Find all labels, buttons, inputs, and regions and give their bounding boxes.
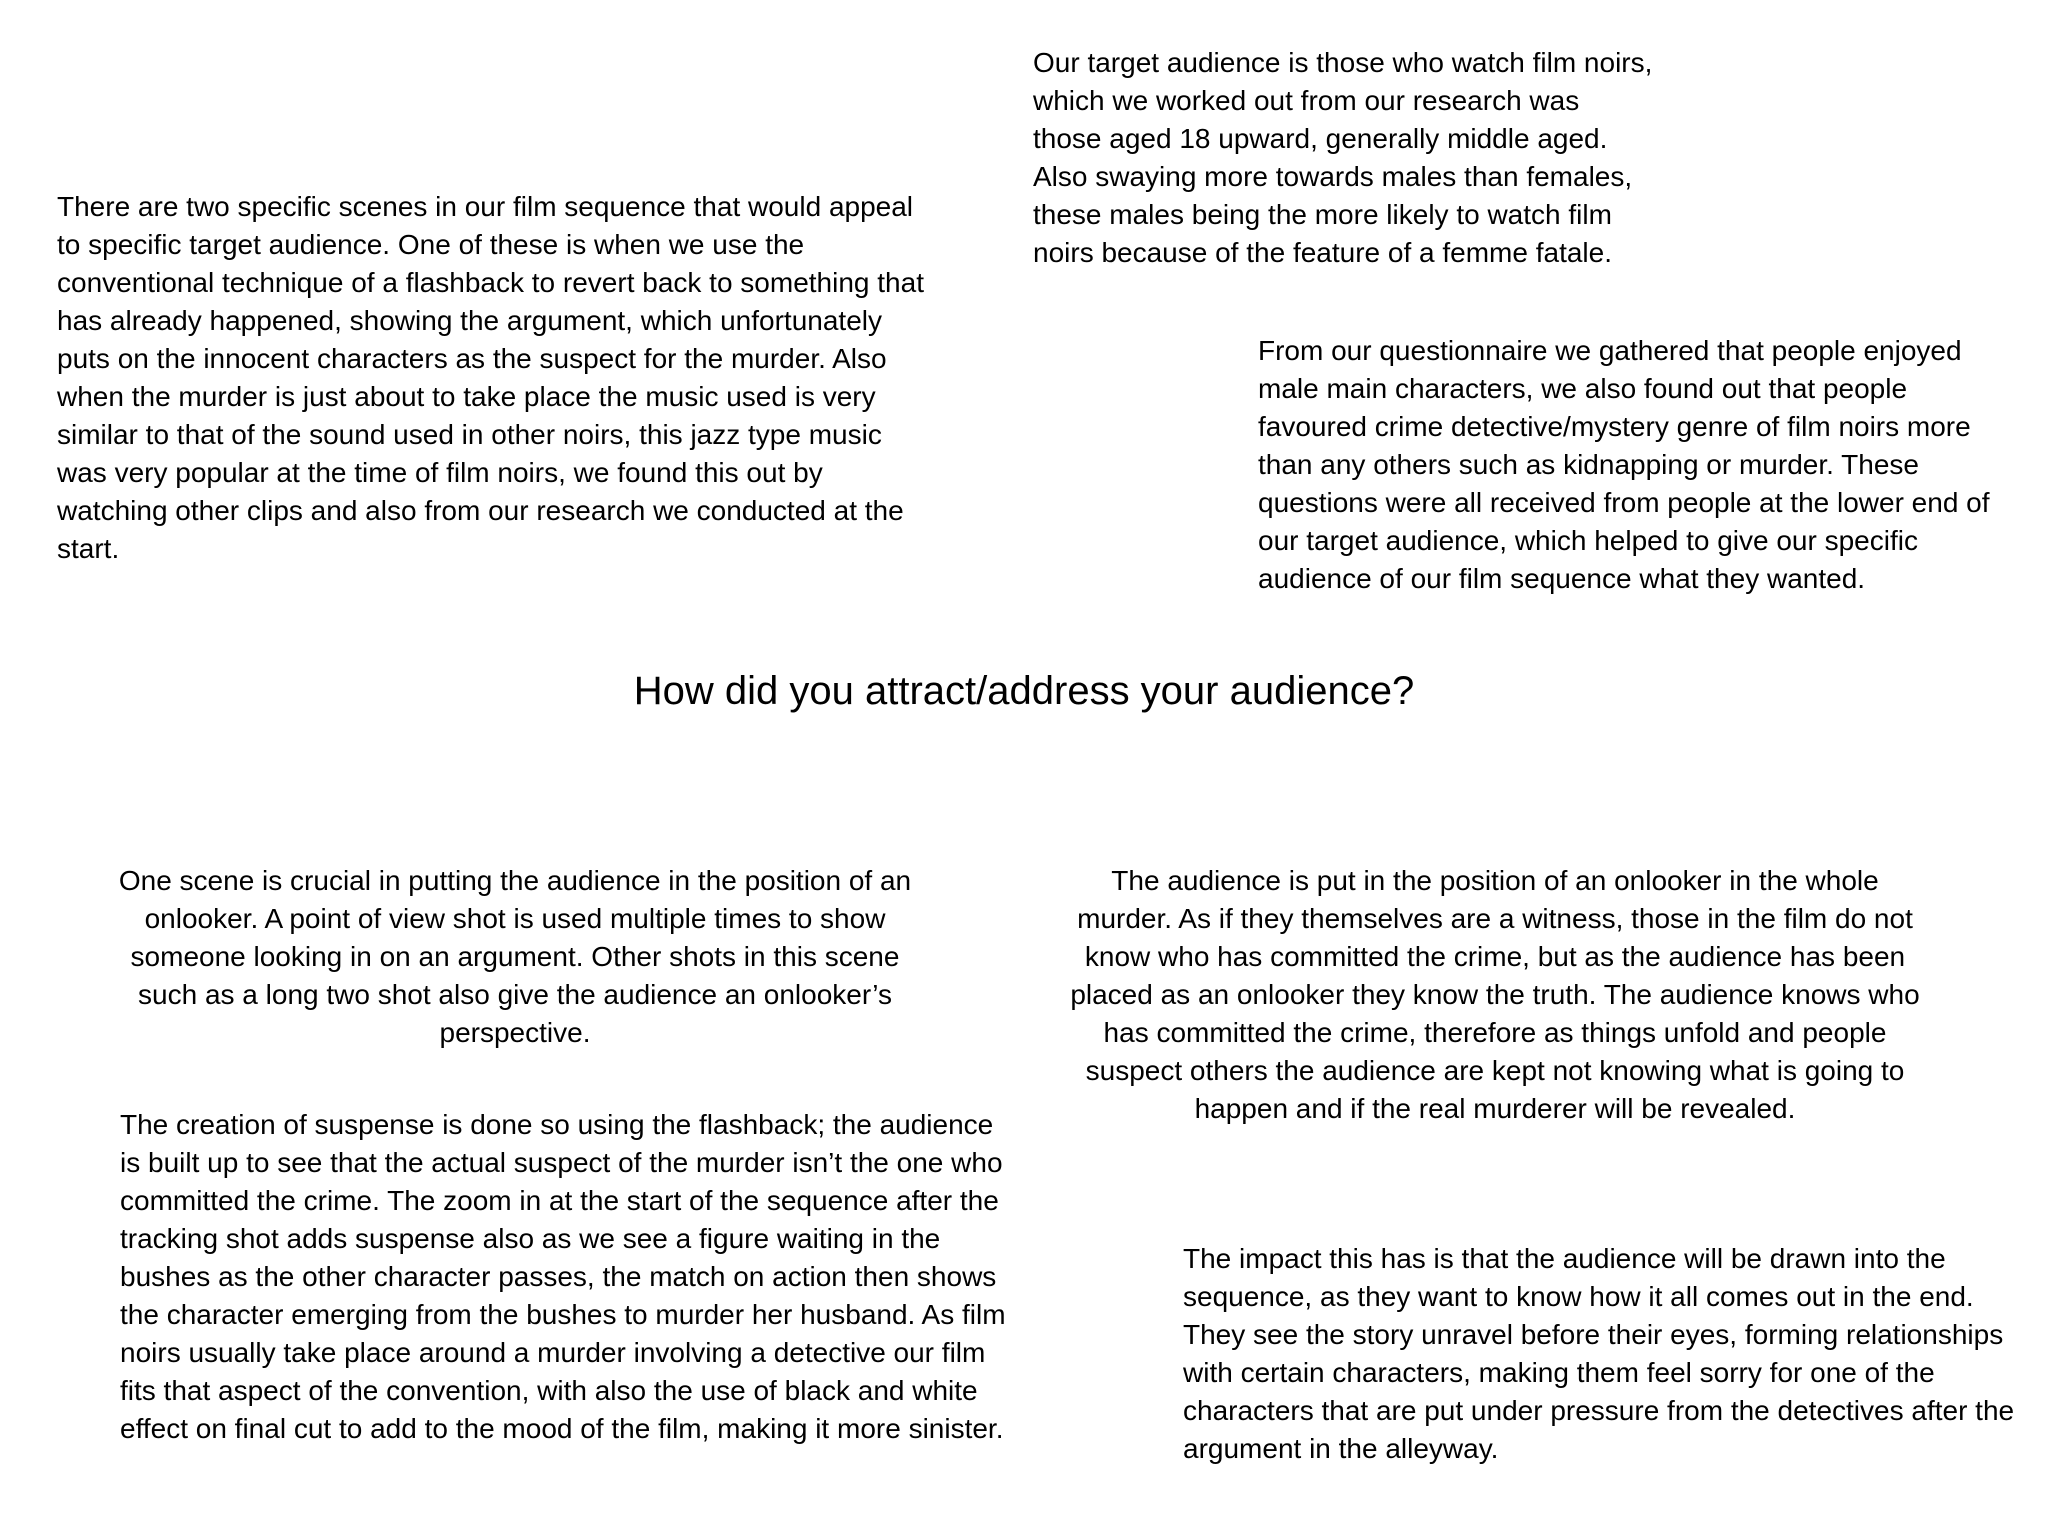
specific-scenes-paragraph: There are two specific scenes in our film sequence that would appeal to specific target audience. One of these is when we use the conventional technique of a flashback to revert back to something that has already happened, showing the argument, which unfortunately puts on the innocent characters as the suspect for the murder. Also when the murder is just about to take place the music used is very similar to that of the sound used in other noirs, this jazz type music was very popular at the time of film noirs, we found this out by watching other clips and also from our research we conducted at the start.	[57, 191, 924, 564]
onlooker-paragraph: The audience is put in the position of an onlooker in the whole murder. As if they themselves are a witness, those in the film do not know who has committed the crime, but as the audience has been placed as an onlooker they know the truth. The audience knows who has committed the crime, therefore as things unfold and people suspect others the audience are kept not knowing what is going to happen and if the real murderer will be revealed.	[1070, 865, 1920, 1124]
impact-paragraph: The impact this has is that the audience will be drawn into the sequence, as they want to know how it all comes out in the end. They see the story unravel before their eyes, forming relationships with certain characters, making them feel sorry for one of the characters that are put under pressure from the detectives after the argument in the alleyway.	[1183, 1243, 2015, 1464]
page-title: How did you attract/address your audience?	[633, 669, 1415, 713]
crucial-scene-paragraph: One scene is crucial in putting the audience in the position of an onlooker. A point of view shot is used multiple times to show someone looking in on an argument. Other shots in this scene such as a long two shot also give the audience an onlooker’s perspective.	[118, 865, 912, 1048]
questionnaire-paragraph: From our questionnaire we gathered that people enjoyed male main characters, we also found out that people favoured crime detective/mystery genre of film noirs more than any others such as kidnapping or murder. These questions were all received from people at the lower end of our target audience, which helped to give our specific audience of our film sequence what they wanted.	[1258, 335, 1990, 594]
suspense-paragraph: The creation of suspense is done so using the flashback; the audience is built up to see that the actual suspect of the murder isn’t the one who committed the crime. The zoom in at the start of the sequence after the tracking shot adds suspense also as we see a figure waiting in the bushes as the other character passes, the match on action then shows the character emerging from the bushes to murder her husband. As film noirs usually take place around a murder involving a detective our film fits that aspect of the convention, with also the use of black and white effect on final cut to add to the mood of the film, making it more sinister.	[120, 1109, 1006, 1444]
target-audience-paragraph: Our target audience is those who watch film noirs, which we worked out from our research was those aged 18 upward, generally middle aged. Also swaying more towards males than females, these males being the more likely to watch film noirs because of the feature of a femme fatale.	[1033, 47, 1653, 268]
